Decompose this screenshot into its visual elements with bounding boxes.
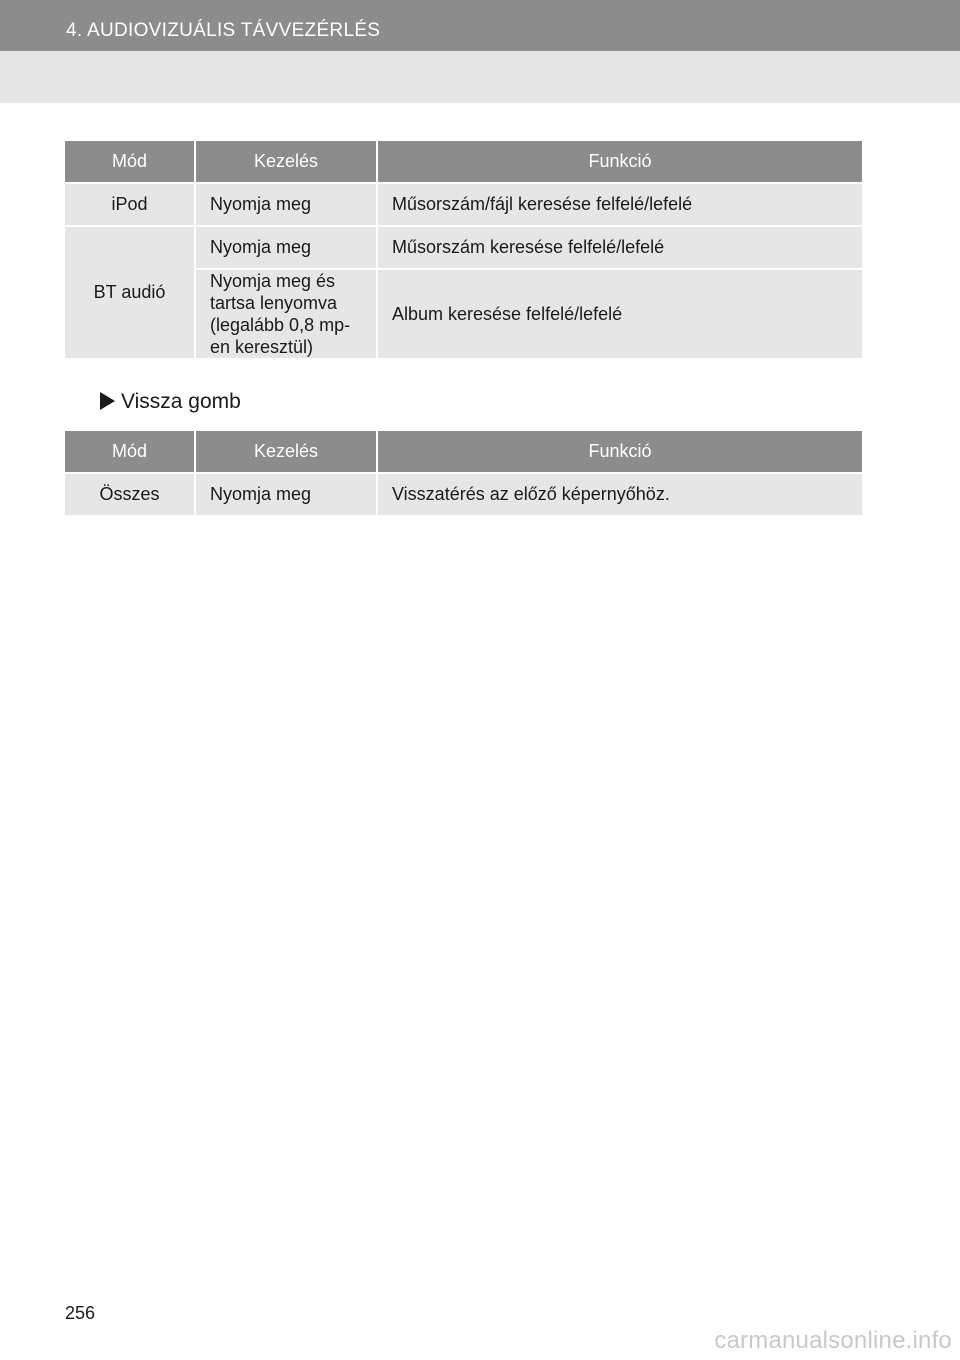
triangle-bullet-icon [100,392,115,410]
operation-line: en keresztül) [210,337,314,357]
table-header-row [65,141,862,183]
cell-function: Visszatérés az előző képernyőhöz. [377,473,862,516]
operation-line: Nyomja meg és [210,271,336,291]
table-row [65,473,862,516]
back-button-heading-label: Vissza gomb [121,390,241,413]
cell-mode: BT audió [65,226,195,359]
operation-line: (legalább 0,8 mp- [210,315,351,335]
table-row [65,226,862,269]
back-button-heading [100,390,241,414]
column-header-function: Funkció [377,141,862,183]
column-header-mode: Mód [65,431,195,473]
cell-operation [195,269,377,359]
cell-function: Műsorszám/fájl keresése felfelé/lefelé [377,183,862,226]
operation-line: tartsa lenyomva [210,293,338,313]
watermark: carmanualsonline.info [714,1327,952,1354]
section-title: 4. AUDIOVIZUÁLIS TÁVVEZÉRLÉS [66,20,381,41]
cell-function: Album keresése felfelé/lefelé [377,269,862,359]
cell-operation: Nyomja meg [195,183,377,226]
header-bar [0,0,960,51]
cell-function: Műsorszám keresése felfelé/lefelé [377,226,862,269]
cell-mode: Összes [65,473,195,516]
back-button-table [65,431,862,517]
remote-search-table [65,141,862,360]
table-row [65,183,862,226]
page-number: 256 [65,1303,96,1323]
cell-mode: iPod [65,183,195,226]
table-header-row [65,431,862,473]
cell-operation: Nyomja meg [195,473,377,516]
cell-operation: Nyomja meg [195,226,377,269]
column-header-operation: Kezelés [195,431,377,473]
column-header-function: Funkció [377,431,862,473]
column-header-mode: Mód [65,141,195,183]
column-header-operation: Kezelés [195,141,377,183]
